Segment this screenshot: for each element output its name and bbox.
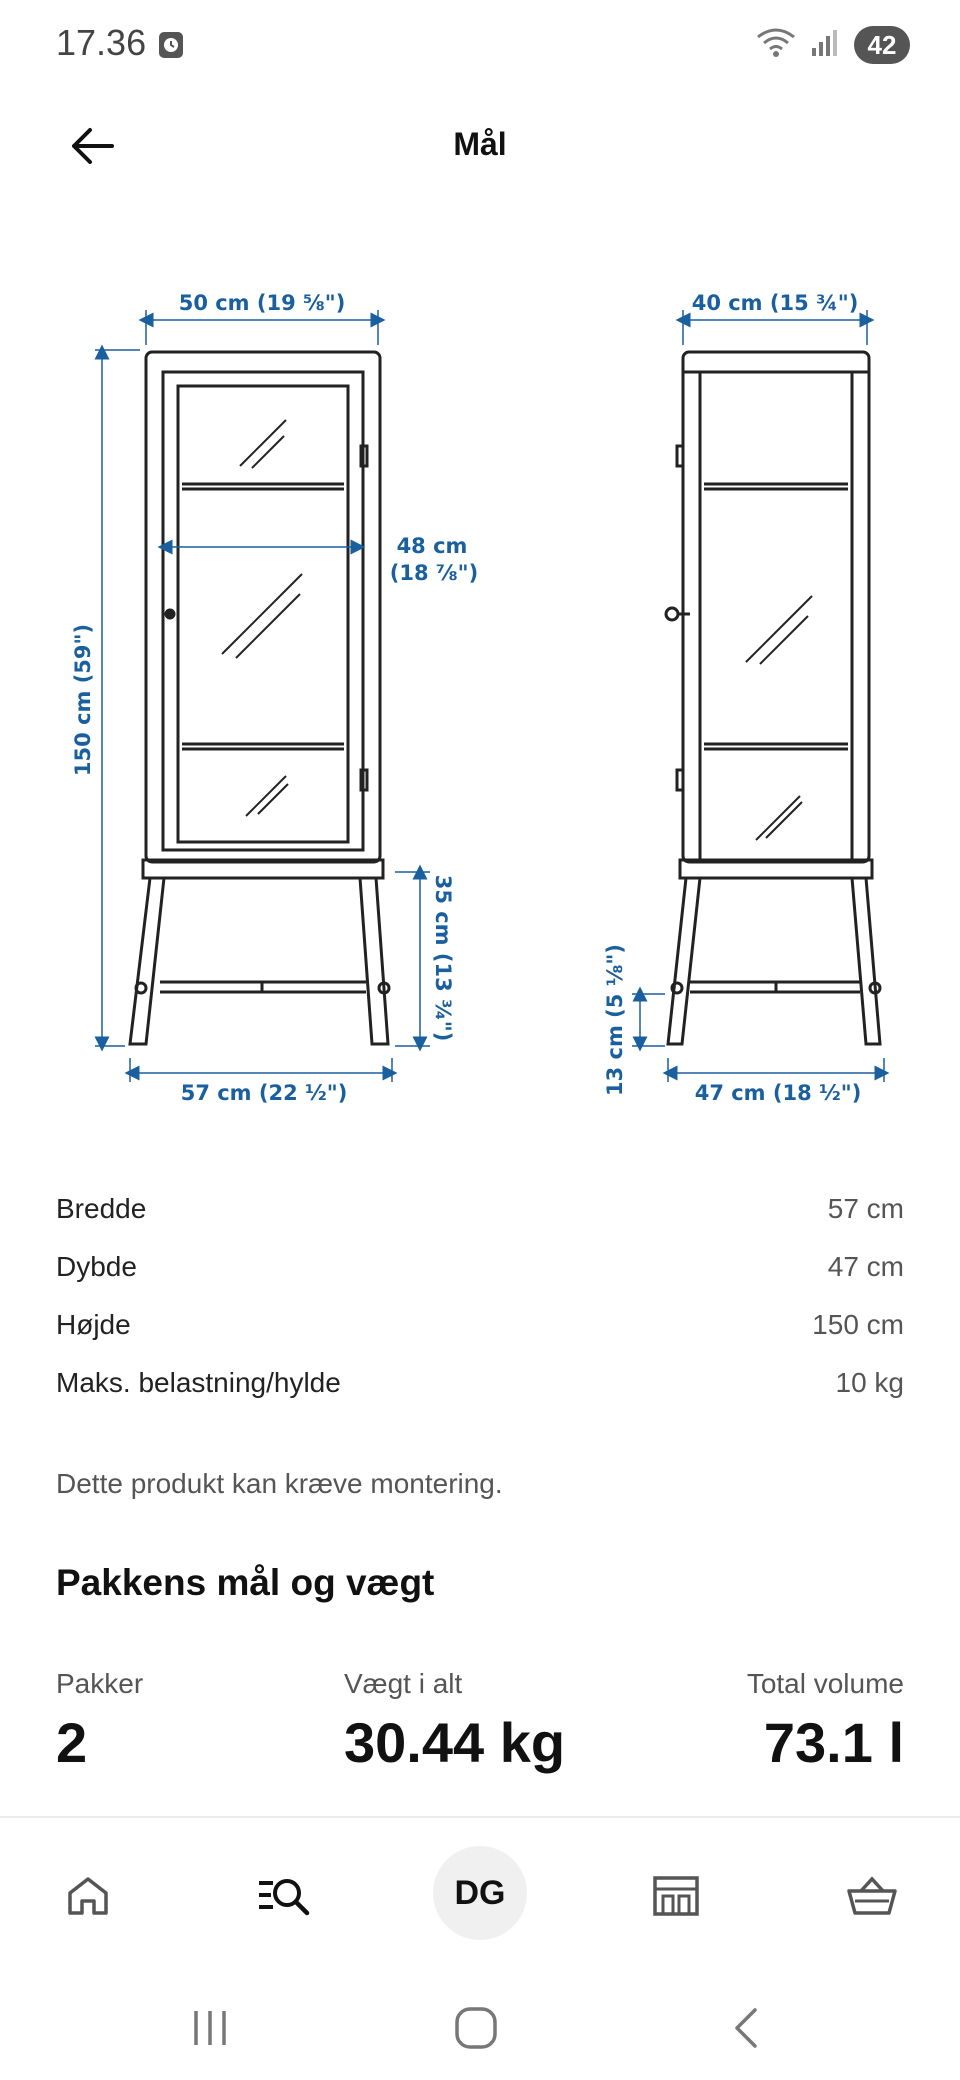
dimension-diagram [0, 250, 960, 1130]
page-title: Mål [453, 126, 507, 162]
home-icon [66, 1875, 110, 1917]
status-bar [0, 0, 960, 92]
store-icon [652, 1875, 700, 1917]
package-stats [56, 1668, 904, 1778]
front-top-width-label: 50 cm (19 ⅝") [178, 291, 346, 315]
spec-label: Bredde [56, 1193, 147, 1224]
spec-row-max-load [56, 1354, 904, 1412]
front-height-label: 150 cm (59") [71, 623, 95, 777]
status-time: 17.36 [56, 22, 147, 63]
front-inner-width-label-1: 48 cm [396, 534, 468, 558]
side-top-depth-label: 40 cm (15 ¾") [691, 291, 859, 315]
status-icons [756, 26, 910, 64]
nav-basket[interactable] [832, 1856, 912, 1936]
system-nav [0, 1978, 960, 2070]
front-inner-width-label-2: (18 ⅞") [389, 561, 479, 585]
volume-value: 73.1 l [763, 1711, 904, 1774]
cabinet-drawing [0, 250, 960, 1130]
nav-profile[interactable]: DG [433, 1846, 527, 1940]
packages-label: Pakker [56, 1668, 144, 1699]
volume-stat [747, 1668, 904, 1775]
side-bottom-depth-label: 47 cm (18 ½") [694, 1081, 862, 1105]
home-system-button[interactable] [446, 1998, 506, 2058]
spec-label: Maks. belastning/hylde [56, 1367, 341, 1398]
search-icon [257, 1875, 311, 1917]
packages-stat [56, 1668, 143, 1775]
packages-value: 2 [56, 1711, 88, 1774]
side-view [666, 352, 880, 1044]
alarm-icon [158, 30, 184, 65]
spec-value: 47 cm [827, 1251, 904, 1282]
battery-indicator: 42 [854, 26, 910, 64]
app-header [0, 100, 960, 192]
weight-stat [344, 1668, 565, 1775]
bottom-nav [0, 1818, 960, 1968]
recents-button[interactable] [180, 1998, 240, 2058]
basket-icon [847, 1875, 897, 1917]
assembly-note: Dette produkt kan kræve montering. [56, 1468, 503, 1499]
spec-value: 150 cm [812, 1309, 904, 1340]
specs-list [56, 1180, 904, 1412]
front-view [130, 352, 389, 1044]
volume-label: Total volume [746, 1668, 904, 1699]
spec-label: Højde [56, 1309, 131, 1340]
spec-row-width [56, 1180, 904, 1238]
signal-icon [810, 28, 840, 63]
nav-stores[interactable] [636, 1856, 716, 1936]
spec-row-depth [56, 1238, 904, 1296]
front-base-height-label: 35 cm (13 ¾") [431, 874, 455, 1042]
package-heading: Pakkens mål og vægt [56, 1562, 435, 1603]
nav-search[interactable] [244, 1856, 324, 1936]
spec-value: 10 kg [835, 1367, 904, 1398]
recents-icon [190, 2009, 230, 2047]
front-bottom-width-label: 57 cm (22 ½") [180, 1081, 348, 1105]
weight-value: 30.44 kg [344, 1711, 566, 1774]
spec-value: 57 cm [827, 1193, 904, 1224]
weight-label: Vægt i alt [344, 1668, 463, 1699]
side-leg-height-label: 13 cm (5 ⅛") [603, 944, 627, 1096]
spec-row-height [56, 1296, 904, 1354]
wifi-icon [756, 27, 796, 64]
spec-label: Dybde [56, 1251, 137, 1282]
home-circle-icon [454, 2006, 498, 2050]
system-back-button[interactable] [716, 1998, 776, 2058]
system-back-icon [731, 2006, 761, 2050]
nav-home[interactable] [48, 1856, 128, 1936]
